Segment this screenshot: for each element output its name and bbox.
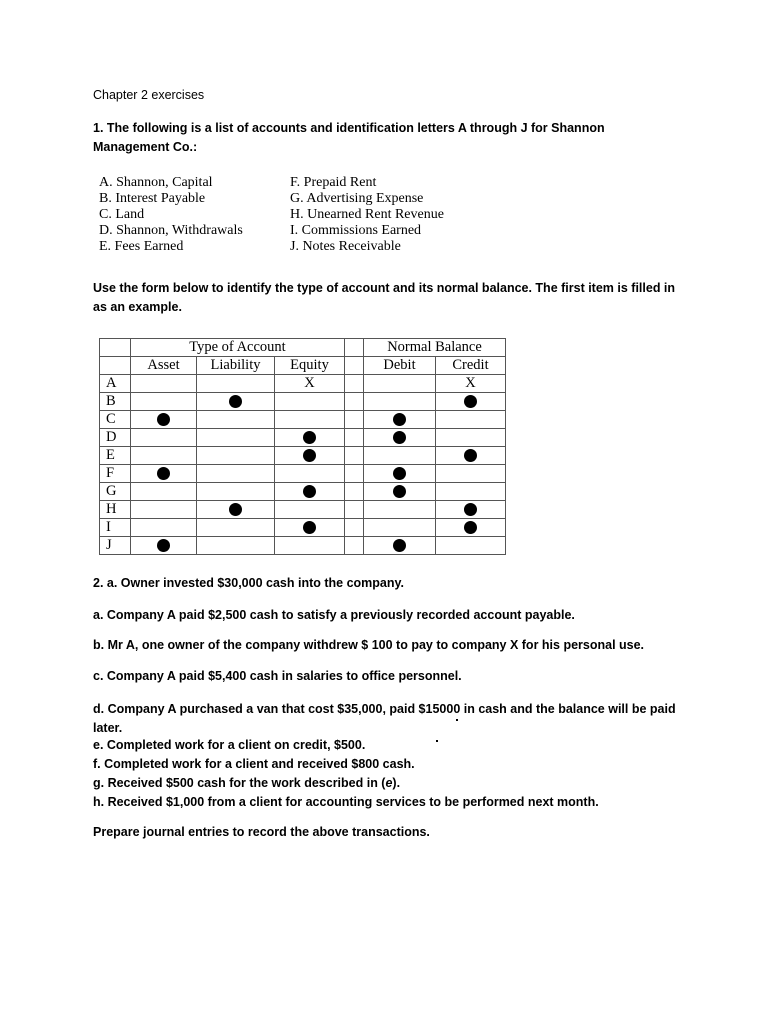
answer-dot-icon — [393, 467, 406, 480]
transaction-f: f. Completed work for a client and received $800 cash. — [93, 757, 415, 771]
cell-credit — [436, 411, 506, 429]
transaction-e: e. Completed work for a client on credit, $500. — [93, 738, 366, 752]
account-item: G. Advertising Expense — [290, 191, 424, 206]
account-item: D. Shannon, Withdrawals — [99, 223, 243, 238]
col-header-asset: Asset — [131, 357, 197, 375]
row-letter: D — [100, 429, 131, 447]
stray-mark — [436, 740, 438, 742]
cell-credit — [436, 447, 506, 465]
table-row — [100, 429, 506, 447]
transaction-h: h. Received $1,000 from a client for accounting services to be performed next month. — [93, 795, 599, 809]
cell-liability — [197, 483, 275, 501]
cell-equity — [275, 393, 345, 411]
table-spacer-cell — [345, 501, 364, 519]
row-letter: E — [100, 447, 131, 465]
cell-credit — [436, 483, 506, 501]
table-column-header-row — [100, 357, 506, 375]
cell-debit — [364, 393, 436, 411]
cell-equity — [275, 447, 345, 465]
answer-dot-icon — [464, 395, 477, 408]
row-letter: B — [100, 393, 131, 411]
table-spacer-cell — [345, 429, 364, 447]
table-row — [100, 483, 506, 501]
table-row — [100, 519, 506, 537]
cell-liability — [197, 411, 275, 429]
cell-asset — [131, 519, 197, 537]
answer-dot-icon — [464, 521, 477, 534]
cell-debit — [364, 465, 436, 483]
cell-credit — [436, 375, 506, 393]
cell-debit — [364, 483, 436, 501]
answer-dot-icon — [393, 485, 406, 498]
transaction-b: b. Mr A, one owner of the company withdrew $ 100 to pay to company X for his personal use. — [93, 638, 645, 652]
answer-dot-icon — [157, 413, 170, 426]
account-item: F. Prepaid Rent — [290, 175, 377, 190]
cell-asset — [131, 483, 197, 501]
table-spacer-cell — [345, 465, 364, 483]
cell-liability — [197, 465, 275, 483]
cell-debit — [364, 411, 436, 429]
cell-equity — [275, 501, 345, 519]
col-header-liability: Liability — [197, 357, 275, 375]
form-instruction: Use the form below to identify the type of account and its normal balance. The first item is filled in as an example. — [93, 281, 676, 314]
cell-liability — [197, 501, 275, 519]
row-letter: I — [100, 519, 131, 537]
cell-liability — [197, 429, 275, 447]
answer-dot-icon — [464, 503, 477, 516]
table-spacer-cell — [345, 339, 364, 357]
cell-asset — [131, 393, 197, 411]
table-spacer-cell — [345, 393, 364, 411]
col-header-debit: Debit — [364, 357, 436, 375]
account-list-left — [99, 175, 243, 255]
cell-credit — [436, 537, 506, 555]
account-classification-table — [99, 338, 506, 555]
answer-dot-icon — [229, 503, 242, 516]
answer-dot-icon — [393, 431, 406, 444]
cell-asset — [131, 537, 197, 555]
cell-debit — [364, 519, 436, 537]
row-letter: A — [100, 375, 131, 393]
type-of-account-header: Type of Account — [131, 339, 345, 357]
cell-credit — [436, 501, 506, 519]
cell-debit — [364, 501, 436, 519]
cell-credit — [436, 429, 506, 447]
cell-asset — [131, 465, 197, 483]
table-row — [100, 375, 506, 393]
account-item: A. Shannon, Capital — [99, 175, 213, 190]
cell-liability — [197, 393, 275, 411]
account-item: B. Interest Payable — [99, 191, 206, 206]
row-letter: C — [100, 411, 131, 429]
table-row — [100, 411, 506, 429]
table-spacer-cell — [345, 411, 364, 429]
transaction-2a: 2. a. Owner invested $30,000 cash into the company. — [93, 576, 404, 590]
cell-liability — [197, 447, 275, 465]
cell-liability — [197, 537, 275, 555]
account-item: E. Fees Earned — [99, 239, 184, 254]
answer-dot-icon — [464, 449, 477, 462]
account-item: J. Notes Receivable — [290, 239, 401, 254]
cell-liability — [197, 519, 275, 537]
answer-dot-icon — [303, 485, 316, 498]
table-spacer-cell — [345, 375, 364, 393]
transaction-g — [93, 776, 400, 790]
table-row — [100, 393, 506, 411]
account-item: I. Commissions Earned — [290, 223, 422, 238]
transaction-d: d. Company A purchased a van that cost $35,000, paid $15000 in cash and the balance will be paid later. — [93, 702, 676, 735]
example-mark: X — [304, 375, 315, 391]
table-row — [100, 447, 506, 465]
table-corner-cell — [100, 339, 131, 357]
cell-asset — [131, 411, 197, 429]
cell-equity — [275, 519, 345, 537]
normal-balance-header: Normal Balance — [364, 339, 506, 357]
account-list-right — [290, 175, 444, 255]
cell-debit — [364, 447, 436, 465]
cell-equity — [275, 483, 345, 501]
table-spacer-cell — [345, 447, 364, 465]
question-1-intro: 1. The following is a list of accounts and identification letters A through J for Shannon Management Co.: — [93, 121, 605, 154]
account-item: C. Land — [99, 207, 145, 222]
cell-debit — [364, 375, 436, 393]
cell-equity — [275, 465, 345, 483]
answer-dot-icon — [393, 539, 406, 552]
journal-entry-instruction: Prepare journal entries to record the above transactions. — [93, 825, 430, 839]
table-spacer-cell — [345, 483, 364, 501]
account-item: H. Unearned Rent Revenue — [290, 207, 444, 222]
answer-dot-icon — [303, 521, 316, 534]
cell-asset — [131, 375, 197, 393]
table-corner-cell — [100, 357, 131, 375]
cell-credit — [436, 465, 506, 483]
row-letter: J — [100, 537, 131, 555]
cell-debit — [364, 537, 436, 555]
table-spacer-cell — [345, 537, 364, 555]
cell-equity — [275, 375, 345, 393]
transaction-c: c. Company A paid $5,400 cash in salaries to office personnel. — [93, 669, 462, 683]
answer-dot-icon — [229, 395, 242, 408]
answer-dot-icon — [157, 539, 170, 552]
transaction-g-close: ). — [392, 776, 401, 790]
cell-equity — [275, 411, 345, 429]
table-row — [100, 501, 506, 519]
cell-asset — [131, 429, 197, 447]
cell-credit — [436, 393, 506, 411]
transaction-a: a. Company A paid $2,500 cash to satisfy a previously recorded account payable. — [93, 608, 575, 622]
stray-mark — [456, 719, 458, 721]
col-header-credit: Credit — [436, 357, 506, 375]
answer-dot-icon — [393, 413, 406, 426]
table-row — [100, 537, 506, 555]
cell-equity — [275, 537, 345, 555]
cell-credit — [436, 519, 506, 537]
chapter-title: Chapter 2 exercises — [93, 88, 205, 102]
row-letter: G — [100, 483, 131, 501]
cell-equity — [275, 429, 345, 447]
cell-liability — [197, 375, 275, 393]
table-group-header-row — [100, 339, 506, 357]
answer-dot-icon — [303, 431, 316, 444]
table-row — [100, 465, 506, 483]
transaction-g-reference: e — [385, 776, 393, 790]
table-spacer-cell — [345, 519, 364, 537]
row-letter: H — [100, 501, 131, 519]
col-header-equity: Equity — [275, 357, 345, 375]
cell-asset — [131, 501, 197, 519]
row-letter: F — [100, 465, 131, 483]
answer-dot-icon — [157, 467, 170, 480]
transaction-g-text: g. Received $500 cash for the work described in ( — [93, 776, 386, 790]
cell-asset — [131, 447, 197, 465]
cell-debit — [364, 429, 436, 447]
answer-dot-icon — [303, 449, 316, 462]
table-spacer-cell — [345, 357, 364, 375]
example-mark: X — [465, 375, 476, 391]
